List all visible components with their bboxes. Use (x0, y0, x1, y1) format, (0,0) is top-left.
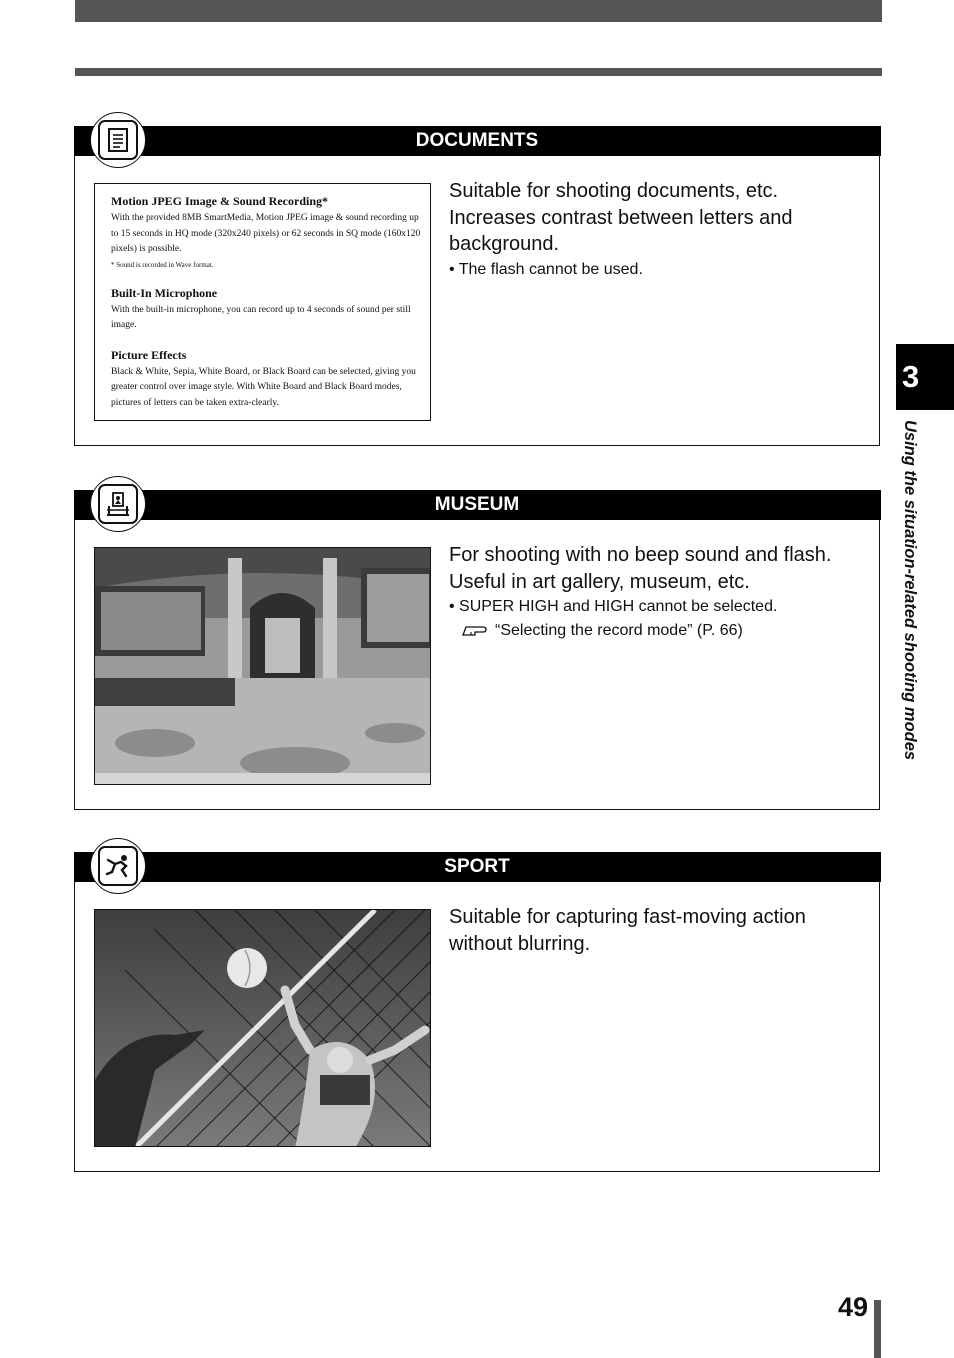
section-description: Suitable for capturing fast-moving action without blurring. (449, 906, 806, 955)
section-header: MUSEUM (74, 490, 881, 520)
volleyball-photo (94, 909, 431, 1147)
sample-body: With the built-in microphone, you can record up to 4 seconds of sound per still image. (111, 304, 411, 330)
top-rule (75, 68, 882, 76)
sport-section (74, 852, 880, 1172)
documents-sample-image (94, 183, 431, 421)
pointing-hand-icon (461, 623, 487, 639)
sample-heading: Motion JPEG Image & Sound Recording* (111, 194, 329, 208)
document-icon (90, 112, 146, 168)
sample-footnote: * Sound is recorded in Wave format. (111, 260, 214, 269)
sample-heading: Built-In Microphone (111, 285, 218, 300)
section-text (449, 542, 869, 643)
chapter-title-vertical: Using the situation-related shooting modes (901, 420, 919, 761)
documents-section (74, 126, 880, 446)
museum-photo (94, 547, 431, 785)
sport-icon (90, 838, 146, 894)
section-description: Suitable for shooting documents, etc. Increases contrast between letters and background. (449, 180, 793, 255)
cross-reference (449, 619, 869, 643)
reference-text: “Selecting the record mode” (P. 66) (495, 622, 743, 639)
section-header: DOCUMENTS (74, 126, 881, 156)
section-text (449, 178, 869, 282)
sample-body: Black & White, Sepia, White Board, or Black Board can be selected, giving you greater control over image style. With White Board and Black Board modes, pictures of letters can be taken extra-clearly. (111, 366, 416, 408)
page-number: 49 (837, 1292, 868, 1322)
top-decor-bar (75, 0, 882, 22)
sample-body: With the provided 8MB SmartMedia, Motion JPEG image & sound recording up to 15 seconds in HQ mode (320x240 pixels) or 62 seconds in SQ mode (160x120 pixels) is possible. (111, 213, 421, 254)
sample-heading: Picture Effects (111, 347, 187, 362)
museum-section (74, 490, 880, 810)
chapter-tab: 3 (896, 344, 954, 410)
section-note: • The flash cannot be used. (449, 260, 643, 278)
museum-icon (90, 476, 146, 532)
page-number-bar (874, 1300, 881, 1358)
section-note: • SUPER HIGH and HIGH cannot be selected. (449, 598, 778, 615)
section-text (449, 904, 869, 957)
section-description: For shooting with no beep sound and flash. Useful in art gallery, museum, etc. (449, 544, 832, 593)
section-header: SPORT (74, 852, 881, 882)
